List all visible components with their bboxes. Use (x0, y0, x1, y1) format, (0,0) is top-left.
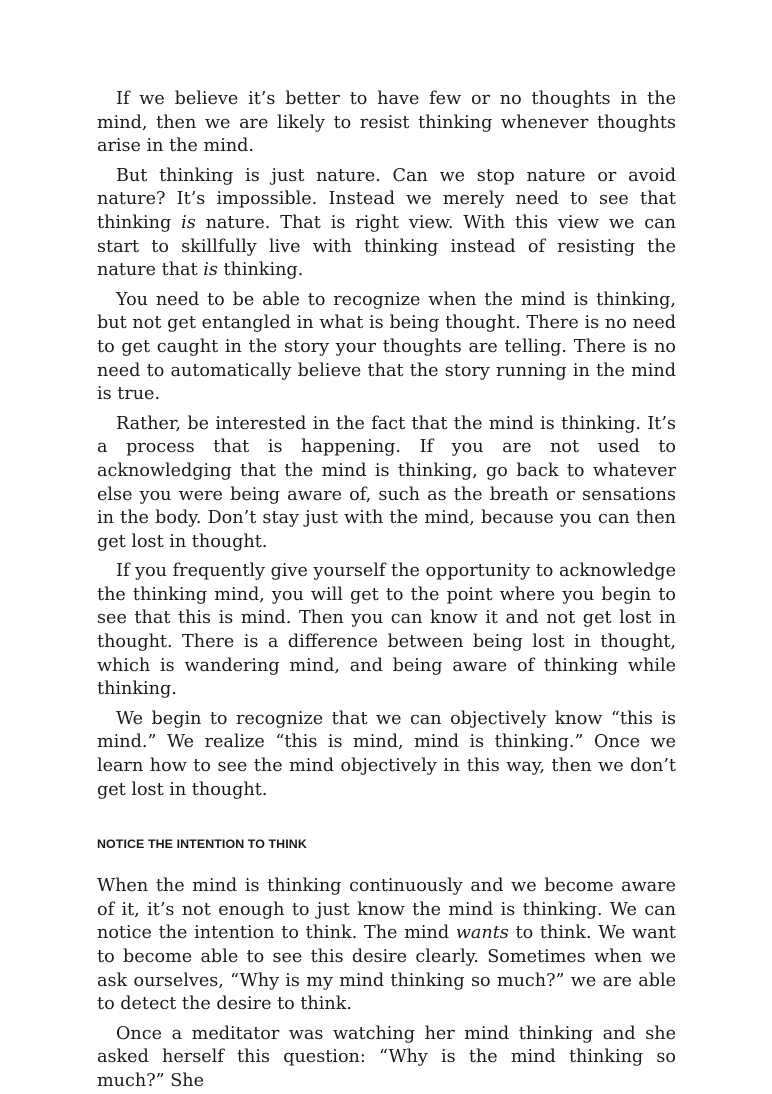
paragraph-5: If you frequently give yourself the opportunity to acknowledge the thinking mind, you will get to the point where you begin to see that this is mind. Then you can know it and not get lost in thought. There is a difference between being lost in thought, which is wandering mind, and being aware of thinking while thinking. (97, 561, 676, 700)
section-paragraph-1-part-b: to think. We want to become able to see this desire clearly. Sometimes when we ask ourselves, “Why is my mind thinking so much?” we are able to detect the desire to think. (97, 923, 676, 1015)
paragraph-6: We begin to recognize that we can objectively know “this is mind.” We realize “this is mind, mind is thinking.” Once we learn how to see the mind objectively in this way, then we don’t get lost in thought. (97, 708, 676, 800)
paragraph-4: Rather, be interested in the fact that the mind is thinking. It’s a process that is happening. If you are not used to acknowledging that the mind is thinking, go back to whatever else you were being aware of, such as the breath or sensations in the body. Don’t stay just with the mind, because you can then get lost in thought. (97, 413, 676, 552)
section-heading: NOTICE THE INTENTION TO THINK (97, 837, 307, 852)
paragraph-2-part-a: But thinking is just nature. Can we stop nature or avoid nature? It’s impossible. Instead we merely need to see that thinking (97, 165, 676, 233)
paragraph-3: You need to be able to recognize when the mind is thinking, but not get entangled in what is being thought. There is no need to get caught in the story your thoughts are telling. There is no need to automatically believe that the story running in the mind is true. (97, 289, 676, 405)
paragraph-2-part-b: nature. That is right view. With this view we can start to skillfully live with thinking instead of resisting the nature that (97, 212, 676, 281)
section-paragraph-1 (97, 875, 676, 1017)
paragraph-2-part-c: thinking. (217, 260, 304, 281)
paragraph-2-emphasis-1: is (181, 212, 196, 233)
section-paragraph-2: Once a meditator was watching her mind thinking and she asked herself this question: “Why is the mind thinking so much?” She (97, 1023, 676, 1091)
section-paragraph-1-part-a: When the mind is thinking continuously and we become aware of it, it’s not enough to just know the mind is thinking. We can notice the intention to think. The mind (97, 876, 676, 944)
paragraph-1: If we believe it’s better to have few or no thoughts in the mind, then we are likely to resist thinking whenever thoughts arise in the mind. (97, 89, 676, 157)
paragraph-2 (97, 165, 676, 283)
paragraph-2-emphasis-2: is (203, 260, 218, 281)
section-paragraph-1-emphasis: wants (455, 923, 509, 944)
